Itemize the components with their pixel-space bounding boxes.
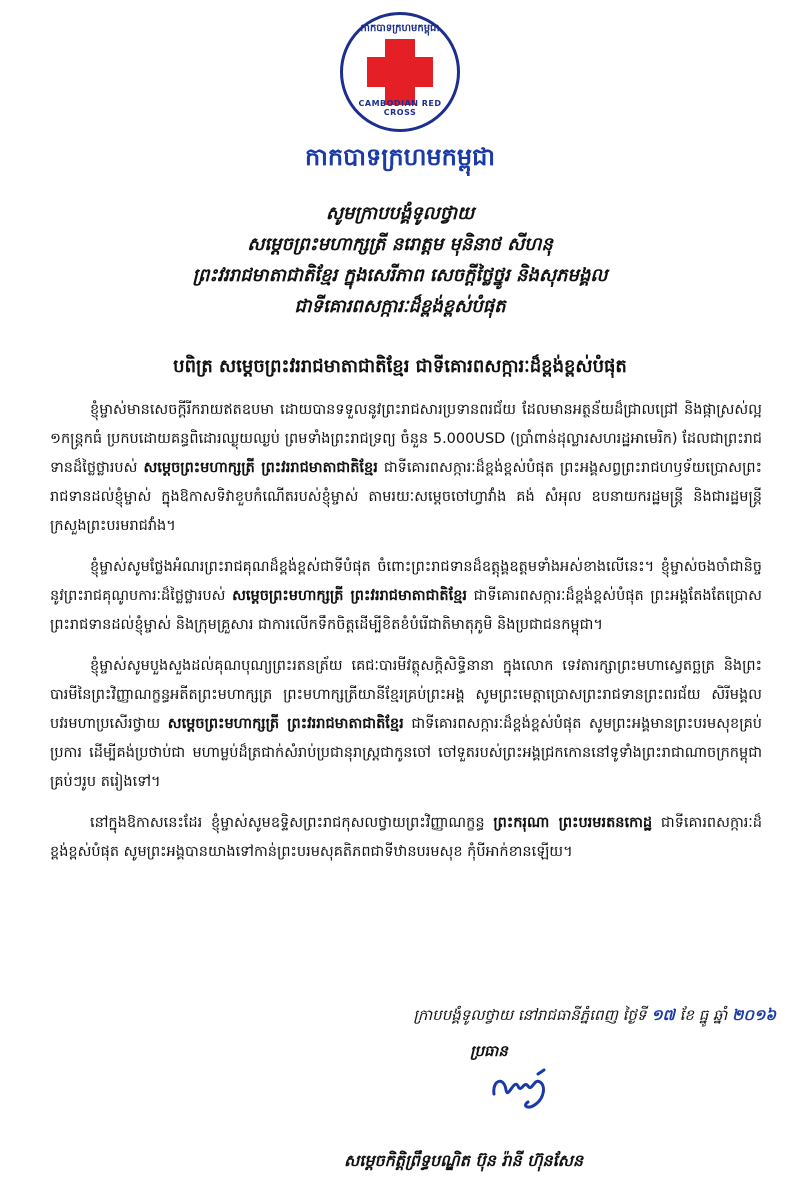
organization-title: កាកបាទក្រហមកម្ពុជា — [305, 143, 495, 171]
logo-container — [0, 12, 800, 132]
letter-salutation: បពិត្រ សម្តេចព្រះវររាជមាតាជាតិខ្មែរ ជាទីគោរពសក្ការៈដ៏ខ្ពង់ខ្ពស់បំផុត — [173, 356, 627, 377]
paragraph-bold: សម្តេចព្រះមហាក្សត្រី ព្រះវររាជមាតាជាតិខ្មែរ — [232, 588, 468, 604]
dedication-line: សូមក្រាបបង្គំទូលថ្វាយ — [325, 203, 475, 224]
paragraph — [50, 553, 762, 640]
closing-middle: ខែ ធ្នូ ឆ្នាំ — [674, 1006, 733, 1024]
letter-body — [50, 396, 762, 879]
paragraph — [50, 652, 762, 797]
paragraph-bold: សម្តេចព្រះមហាក្សត្រី ព្រះវររាជមាតាជាតិខ្មែរ — [167, 716, 404, 732]
paragraph-text: ជាទីគោរពសក្ការៈដ៏ខ្ពង់ខ្ពស់បំផុត ព្រះអង្គតែងតែប្រោសព្រះរាជទានដល់ខ្ញុំម្ចាស់ និងក្រុមគ្រួសារ ជាការលើកទឹកចិត្តដើម្បីខិតខំបំរើជាតិមាតុភូមិ និងប្រជាជនកម្ពុជា។ — [50, 588, 762, 633]
red-cross-logo — [340, 12, 460, 132]
dedication-line: ជាទីគោរពសក្ការៈដ៏ខ្ពង់ខ្ពស់បំផុត — [294, 296, 506, 317]
signer-role: ប្រធាន — [470, 1042, 508, 1060]
paragraph-text: ខ្ញុំម្ចាស់មានសេចក្តីរីករាយឥតឧបមា ដោយបានទទួលនូវព្រះរាជសារប្រទានពរជ័យ ដែលមានអត្ថន័យដ៏ជ្រាលជ្រៅ និងផ្កាស្រស់ល្អ ១កន្ត្រកធំ ប្រកបដោយគន្ធពិដោរឈ្ងុយឈ្ងប់ ព្រមទាំងព្រះរាជទ្រព្យ ចំនួន 5.000USD (ប្រាំពាន់ដុល្លារសហរដ្ឋអាមេរិក) ដែលជាព្រះរាជទានដ៏ថ្លៃថ្លារបស់ — [50, 402, 762, 476]
logo-arc-text-english: CAMBODIAN RED CROSS — [358, 99, 442, 117]
closing-day: ១៧ — [651, 1006, 675, 1024]
closing-year: ២០១៦ — [732, 1006, 776, 1024]
paragraph-text: នៅក្នុងឱកាសនេះដែរ ខ្ញុំម្ចាស់សូមឧទ្ទិសព្រះរាជកុសលថ្វាយព្រះវិញ្ញាណក្ខន្ធ — [90, 815, 494, 831]
closing-date-line — [413, 1006, 776, 1028]
dedication-block — [0, 198, 800, 322]
paragraph — [50, 809, 762, 867]
paragraph-text: ជាទីគោរពសក្ការៈដ៏ខ្ពង់ខ្ពស់បំផុត សូមព្រះអង្គមានព្រះបរមសុខគ្រប់ប្រការ ដើម្បីគង់ប្រថាប់ជា មហាម្លប់ដ៏ត្រជាក់សំរាប់ប្រជានុរាស្ត្រជាកូនចៅ ចៅទួតរបស់ព្រះអង្គជ្រកកោននៅទូទាំងព្រះរាជាណាចក្រកម្ពុជា គ្រប់ៗរូប តរៀងទៅ។ — [50, 716, 762, 790]
paragraph-text: ជាទីគោរពសក្ការៈដ៏ខ្ពង់ខ្ពស់បំផុត សូមព្រះអង្គបានយាងទៅកាន់ព្រះបរមសុគតិភពជាទីឋានបរមសុខ កុំបីអាក់ខានឡើយ។ — [50, 815, 762, 860]
paragraph-bold: សម្តេចព្រះមហាក្សត្រី ព្រះវររាជមាតាជាតិខ្មែរ — [143, 460, 378, 476]
dedication-line: ព្រះវររាជមាតាជាតិខ្មែរ ក្នុងសេរីភាព សេចក្តីថ្លៃថ្នូរ និងសុភមង្គល — [192, 265, 608, 286]
paragraph-text: ខ្ញុំម្ចាស់សូមថ្លែងអំណរព្រះរាជគុណដ៏ខ្ពង់ខ្ពស់ជាទីបំផុត ចំពោះព្រះរាជទានដ៏ឧត្តុង្គឧត្តមទាំងអស់ខាងលើនេះ។ ខ្ញុំម្ចាស់ចងចាំជានិច្ច នូវព្រះរាជគុណូបការៈដ៏ថ្លៃថ្លារបស់ — [50, 559, 762, 604]
signer-name: សម្តេចកិត្តិព្រឹទ្ធបណ្ឌិត ប៊ុន រ៉ានី ហ៊ុនសែន — [344, 1151, 584, 1170]
paragraph-bold: ព្រះករុណា ព្រះបរមរតនកោដ្ឋ — [493, 815, 653, 831]
paragraph-text: ជាទីគោរពសក្ការៈដ៏ខ្ពង់ខ្ពស់បំផុត ព្រះអង្គសព្វព្រះរាជហឫទ័យប្រោសព្រះរាជទានដល់ខ្ញុំម្ចាស់ ក្នុងឱកាសទិវាខួបកំណើតរបស់ខ្ញុំម្ចាស់ តាមរយៈសម្តេចចៅហ្វាវាំង គង់ សំអុល ឧបនាយករដ្ឋមន្ត្រី និងជារដ្ឋមន្ត្រីក្រសួងព្រះបរមរាជវាំង។ — [50, 460, 762, 534]
logo-arc-text-khmer: កាកបាទក្រហមកម្ពុជា — [360, 23, 440, 34]
paragraph — [50, 396, 762, 541]
paragraph-text: ខ្ញុំម្ចាស់សូមបួងសួងដល់គុណបុណ្យព្រះរតនត្រ័យ គេជៈបារមីវត្ថុសក្តិសិទ្ធិនានា ក្នុងលោក ទេវតារក្សាព្រះមហាស្វេតច្ឆត្រ និងព្រះបារមីនៃព្រះវិញ្ញាណក្ខន្ធអតីតព្រះមហាក្សត្រ ព្រះមហាក្សត្រីយានីខ្មែរគ្រប់ព្រះអង្គ សូមព្រះមេត្តាប្រោសព្រះរាជទានព្រះពរជ័យ សិរីមង្គល បវរមហាប្រសើរថ្វាយ — [50, 658, 762, 732]
handwritten-signature — [488, 1066, 558, 1116]
dedication-line: សម្តេចព្រះមហាក្សត្រី នរោត្តម មុនិនាថ សីហនុ — [247, 234, 553, 255]
closing-prefix: ក្រាបបង្គំទូលថ្វាយ នៅរាជធានីភ្នំពេញ ថ្ងៃទី — [413, 1006, 652, 1024]
